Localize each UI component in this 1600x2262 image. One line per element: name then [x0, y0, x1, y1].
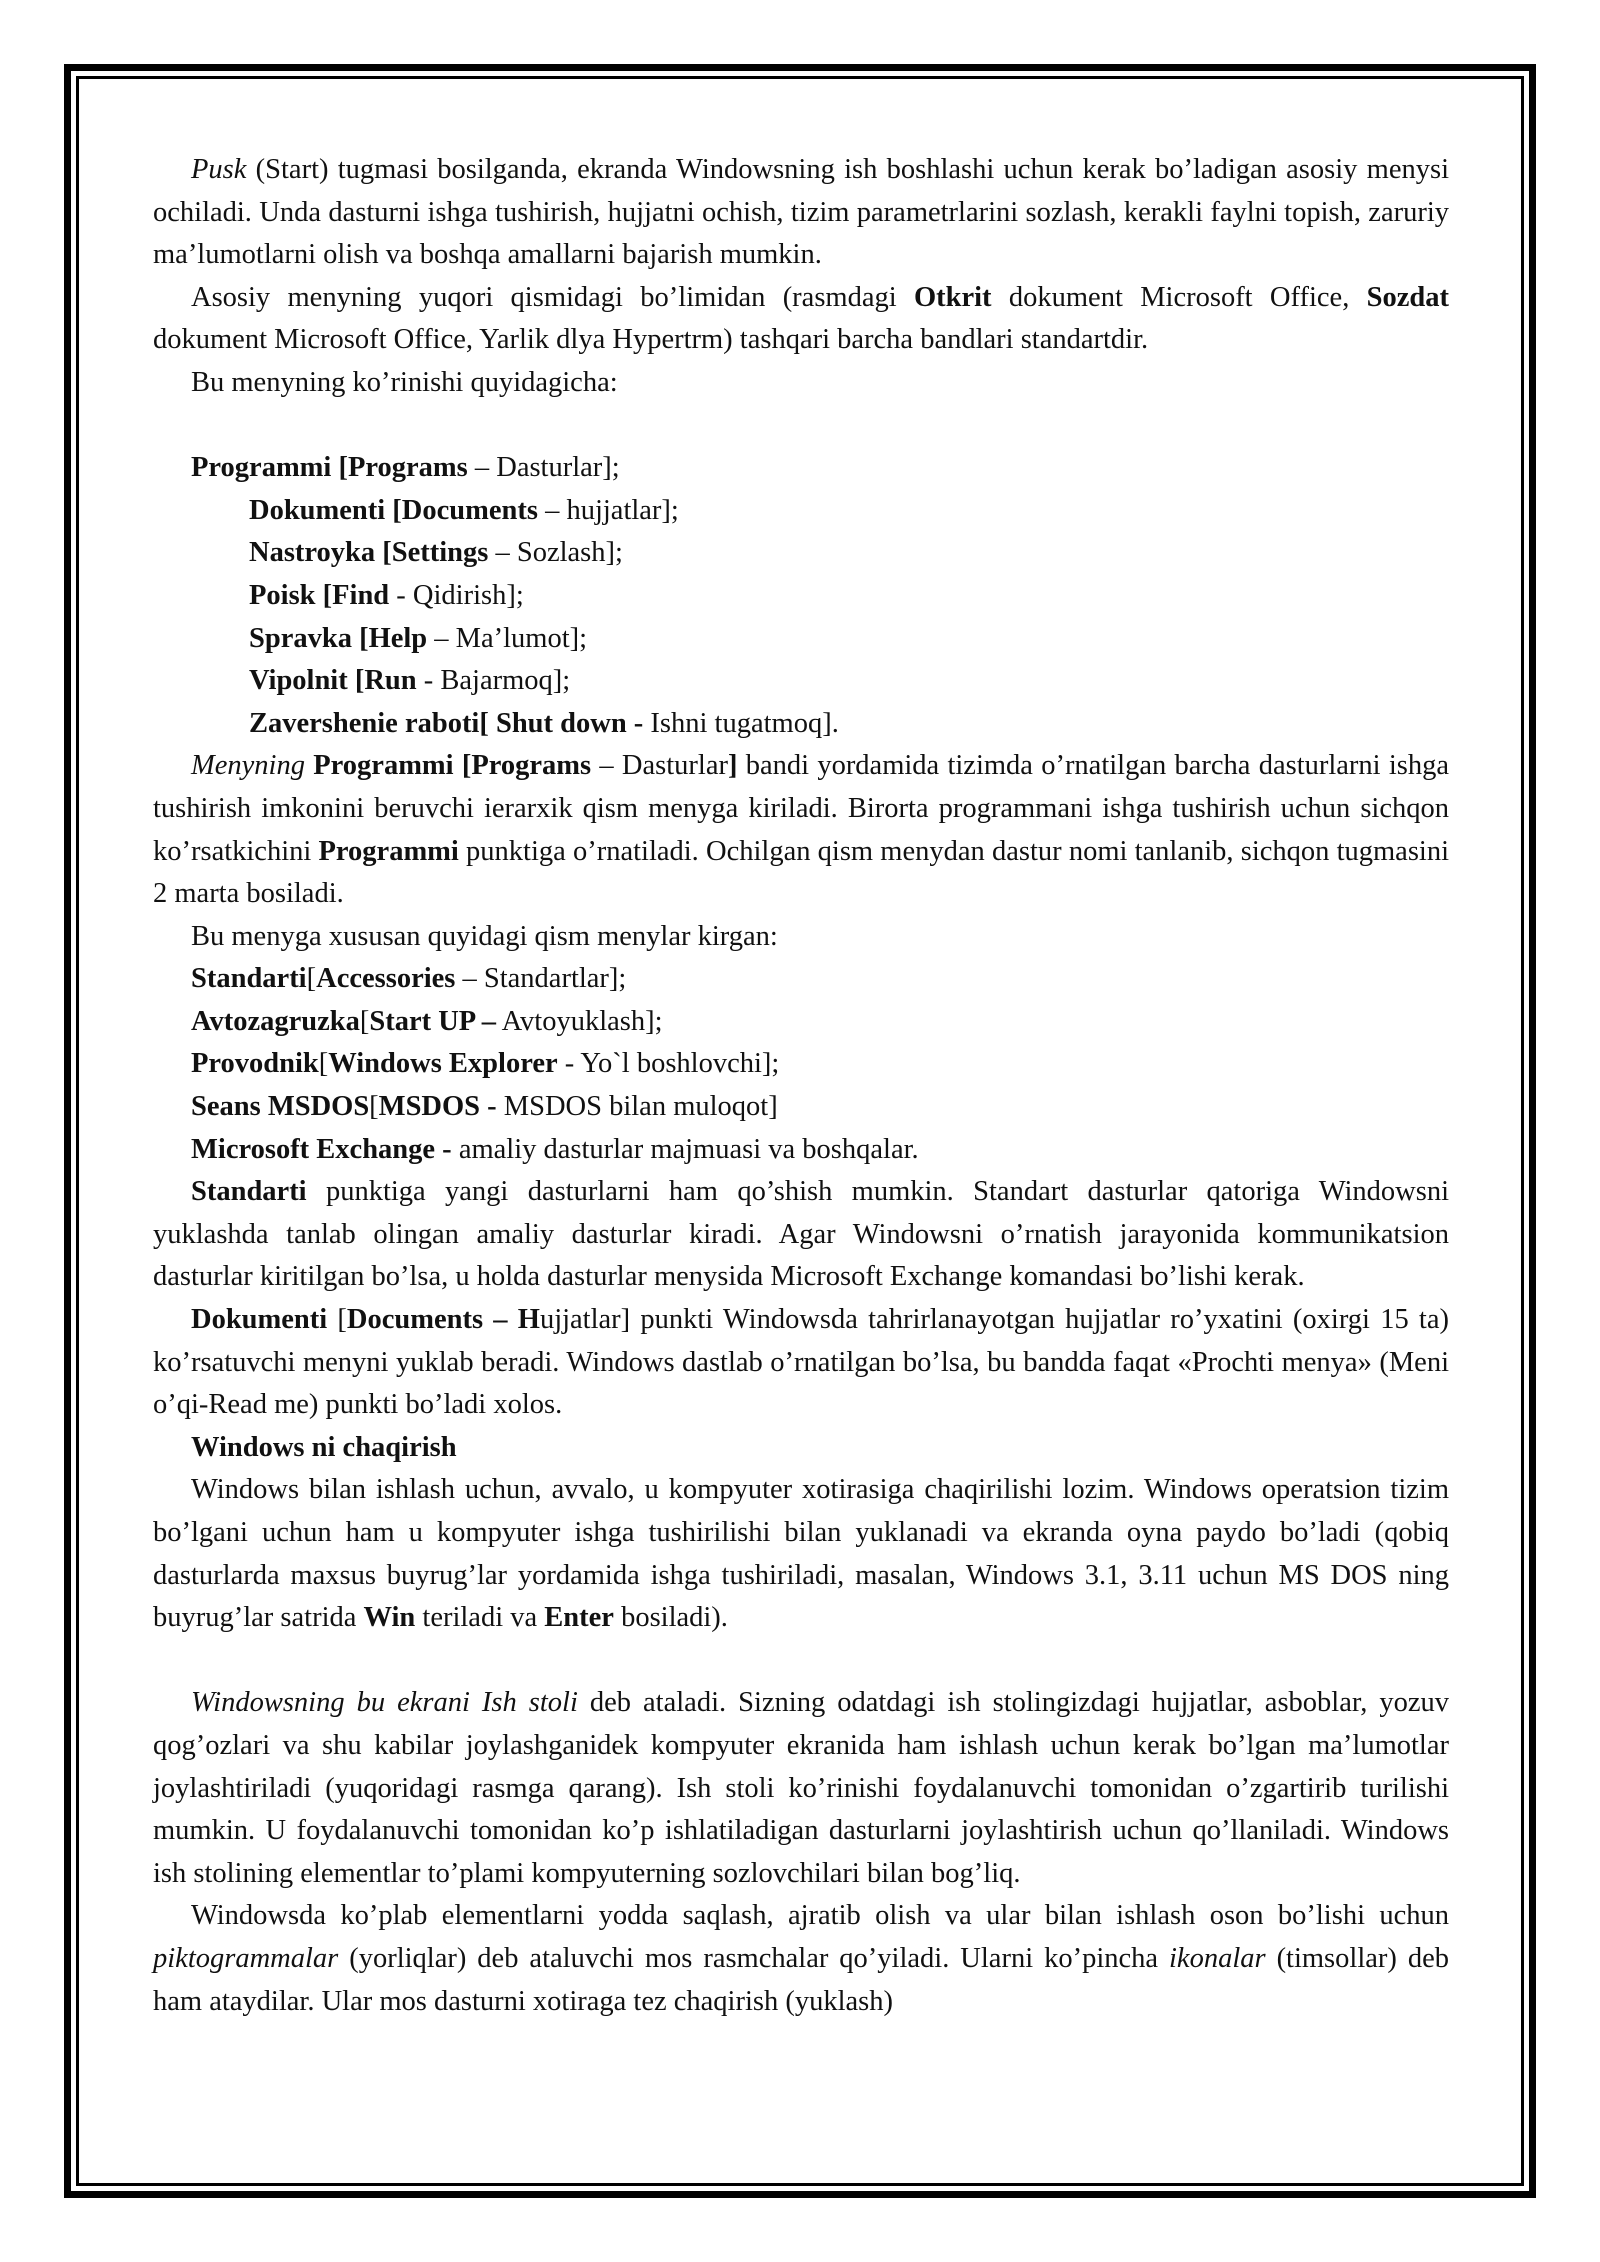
paragraph-desktop: Windowsning bu ekrani Ish stoli deb ataladi. Sizning odatdagi ish stolingizdagi hujjatlar, asboblar, yozuv qog’ozlari va shu kabilar joylashganidek kompyuter ekranida ham ishlash uchun kerak bo’lgan ma’lumotlar joylashtiriladi (yuqoridagi rasmga qarang). Ish stoli ko’rinishi foydalanuvchi tomonidan o’zgartirib turilishi mumkin. U foydalanuvchi tomonidan ko’p ishlatiladigan dasturlarni joylashtirish uchun qo’llaniladi. Windows ish stolining elementlar to’plami kompyuterning sozlovchilari bilan bog’liq. [153, 1687, 1449, 1889]
section-heading: Windows ni chaqirish [191, 1431, 457, 1463]
paragraph-submenu-intro: Bu menyga xususan quyidagi qism menylar kirgan: [191, 920, 778, 952]
menu-item-documents: Dokumenti [Documents – hujjatlar]; [249, 494, 679, 526]
menu-item-shutdown: Zavershenie raboti[ Shut down - Ishni tugatmoq]. [249, 707, 839, 739]
submenu-item-startup: Avtozagruzka[Start UP – Avtoyuklash]; [191, 1005, 663, 1037]
paragraph-dokumenti: Dokumenti [Documents – Hujjatlar] punkti Windowsda tahrirlanayotgan hujjatlar ro’yxatini (oxirgi 15 ta) ko’rsatuvchi menyni yuklab beradi. Windows dastlab o’rnatilgan bo’lsa, bu bandda faqat «Prochti menya» (Meni o’qi-Read me) punkti bo’ladi xolos. [153, 1304, 1449, 1421]
submenu-item-exchange: Microsoft Exchange - amaliy dasturlar majmuasi va boshqalar. [191, 1133, 919, 1165]
paragraph-windows-launch: Windows bilan ishlash uchun, avvalo, u kompyuter xotirasiga chaqirilishi lozim. Windows operatsion tizim bo’lgani uchun ham u kompyuter ishga tushirilishi bilan yuklanadi va ekranda oyna paydo bo’ladi (qobiq dasturlarda maxsus buyrug’lar yordamida ishga tushiriladi, masalan, Windows 3.1, 3.11 uchun MS DOS ning buyrug’lar satrida Win teriladi va Enter bosiladi). [153, 1474, 1449, 1634]
paragraph-standarti: Standarti punktiga yangi dasturlarni ham qo’shish mumkin. Standart dasturlar qatoriga Windowsni yuklashda tanlab olingan amaliy dasturlar kiradi. Agar Windowsni o’rnatish jarayonida kommunikatsion dasturlar kiritilgan bo’lsa, u holda dasturlar menysida Microsoft Exchange komandasi bo’lishi kerak. [153, 1176, 1449, 1293]
submenu-item-explorer: Provodnik[Windows Explorer - Yo`l boshlovchi]; [191, 1048, 780, 1080]
submenu-item-msdos: Seans MSDOS[MSDOS - MSDOS bilan muloqot] [191, 1091, 778, 1123]
document-body [153, 149, 1449, 2023]
blank-line [153, 1640, 1449, 1683]
menu-item-programs: Programmi [Programs – Dasturlar]; [191, 452, 620, 484]
menu-item-help: Spravka [Help – Ma’lumot]; [249, 622, 588, 654]
menu-item-run: Vipolnit [Run - Bajarmoq]; [249, 665, 571, 697]
paragraph-main-menu: Asosiy menyning yuqori qismidagi bo’limidan (rasmdagi Otkrit dokument Microsoft Office, Sozdat dokument Microsoft Office, Yarlik dlya Hypertrm) tashqari barcha bandlari standartdir. [153, 281, 1449, 356]
paragraph-icons: Windowsda ko’plab elementlarni yodda saqlash, ajratib olish va ular bilan ishlash oson bo’lishi uchun piktogrammalar (yorliqlar) deb ataluvchi mos rasmchalar qo’yiladi. Ularni ko’pincha ikonalar (timsollar) deb ham ataydilar. Ular mos dasturni xotiraga tez chaqirish (yuklash) [153, 1900, 1449, 2017]
term-pusk: Pusk [191, 154, 247, 185]
paragraph-pusk: Pusk (Start) tugmasi bosilganda, ekranda Windowsning ish boshlashi uchun kerak bo’ladigan asosiy menysi ochiladi. Unda dasturni ishga tushirish, hujjatni ochish, tizim parametrlarini sozlash, kerakli faylni topish, zaruriy ma’lumotlarni olish va boshqa amallarni bajarish mumkin. [153, 154, 1449, 271]
menu-item-settings: Nastroyka [Settings – Sozlash]; [249, 537, 623, 569]
submenu-item-accessories: Standarti[Accessories – Standartlar]; [191, 963, 627, 995]
menu-item-find: Poisk [Find - Qidirish]; [249, 579, 524, 611]
paragraph-programs: Menyning Programmi [Programs – Dasturlar] bandi yordamida tizimda o’rnatilgan barcha dasturlarni ishga tushirish imkonini beruvchi ierarxik qism menyga kiriladi. Birorta programmani ishga tushirish uchun sichqon ko’rsatkichini Programmi punktiga o’rnatiladi. Ochilgan qism menydan dastur nomi tanlanib, sichqon tugmasini 2 marta bosiladi. [153, 750, 1450, 910]
blank-line [153, 405, 1449, 448]
paragraph-menu-intro: Bu menyning ko’rinishi quyidagicha: [191, 366, 618, 398]
